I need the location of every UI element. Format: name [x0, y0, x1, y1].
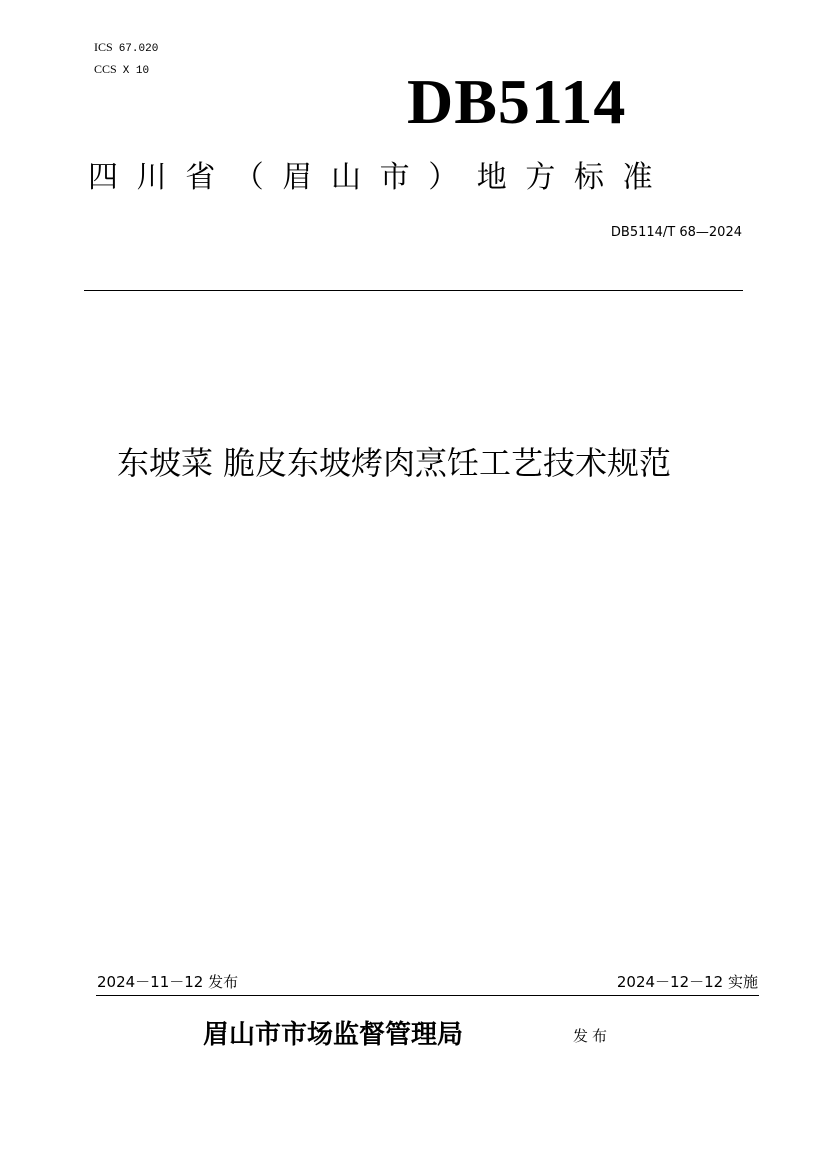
issue-date: 2024－11－12 发布 [97, 973, 239, 991]
standard-code: DB5114 [407, 66, 627, 137]
footer-divider [96, 995, 759, 996]
issuing-authority: 眉山市市场监督管理局 [203, 1020, 464, 1050]
title-main: 脆皮东坡烤肉烹饪工艺技术规范 [223, 444, 672, 482]
ics-classification [94, 40, 158, 56]
header-divider [84, 290, 743, 291]
ics-code: 67.020 [118, 43, 159, 55]
ccs-code: X 10 [122, 65, 150, 77]
standard-type: 四川省（眉山市）地方标准 [88, 160, 672, 195]
ics-label: ICS [94, 40, 113, 54]
standard-number: DB5114/T 68—2024 [610, 225, 742, 240]
ccs-label: CCS [94, 62, 117, 76]
ccs-classification [94, 62, 149, 78]
issuing-label: 发布 [573, 1027, 612, 1045]
effective-date: 2024－12－12 实施 [616, 973, 758, 991]
title-category: 东坡菜 [117, 444, 214, 482]
document-title [117, 440, 757, 486]
